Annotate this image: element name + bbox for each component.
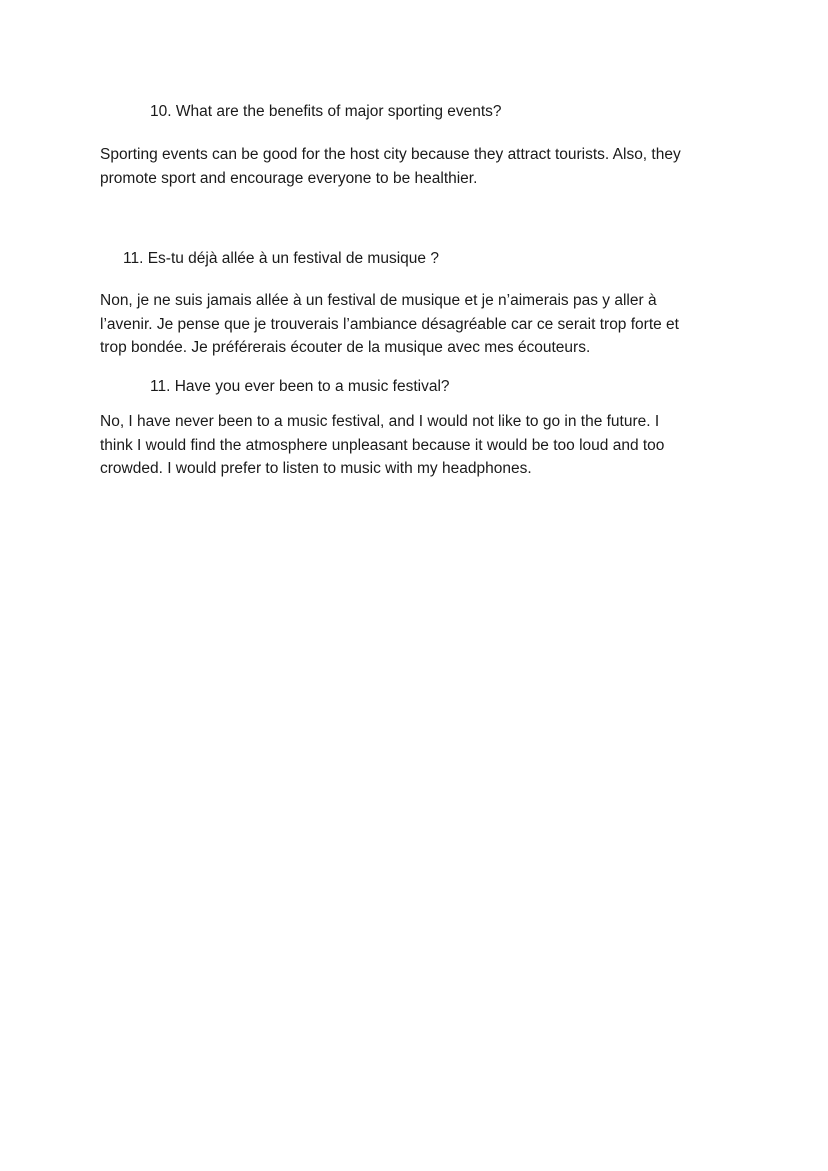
question-10: 10. What are the benefits of major sporting events? [150, 103, 502, 120]
question-11-english: 11. Have you ever been to a music festival? [150, 378, 450, 395]
answer-line: Sporting events can be good for the host city because they attract tourists. Also, they [100, 146, 681, 163]
answer-10 [100, 143, 740, 190]
question-11-french: 11. Es-tu déjà allée à un festival de musique ? [123, 250, 439, 267]
answer-line: l’avenir. Je pense que je trouverais l’ambiance désagréable car ce serait trop forte et [100, 315, 679, 333]
answer-line: think I would find the atmosphere unpleasant because it would be too loud and too [100, 436, 665, 454]
answer-11-french [100, 289, 740, 360]
answer-line: Non, je ne suis jamais allée à un festival de musique et je n’aimerais pas y aller à [100, 292, 657, 309]
answer-line: No, I have never been to a music festival, and I would not like to go in the future. I [100, 413, 660, 430]
answer-line: trop bondée. Je préférerais écouter de la musique avec mes écouteurs. [100, 339, 591, 356]
answer-11-english [100, 410, 740, 481]
answer-line: promote sport and encourage everyone to be healthier. [100, 169, 478, 187]
answer-line: crowded. I would prefer to listen to music with my headphones. [100, 460, 532, 477]
